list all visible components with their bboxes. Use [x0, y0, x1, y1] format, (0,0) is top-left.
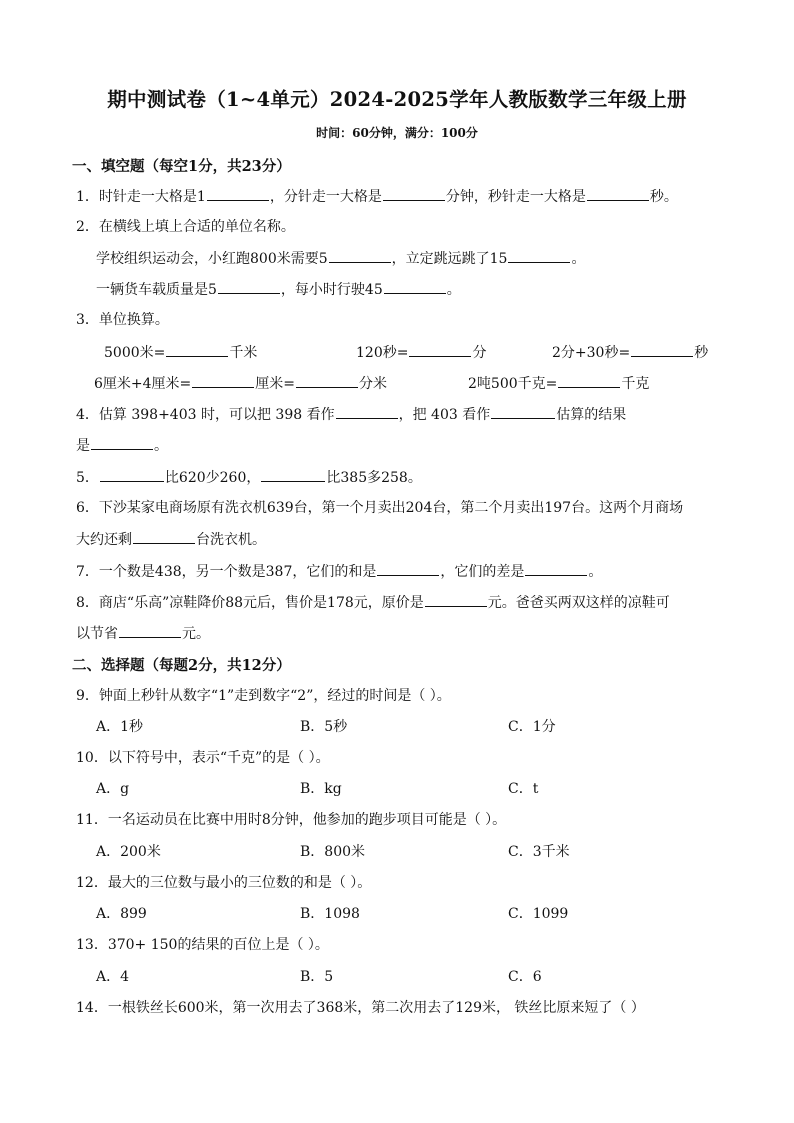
- answer-blank[interactable]: [409, 342, 471, 357]
- question-14: 14．一根铁丝长600米，第一次用去了368米，第二次用去了129米， 铁丝比原来短了（ ）: [76, 1000, 645, 1016]
- answer-blank[interactable]: [166, 342, 228, 357]
- answer-blank[interactable]: [491, 404, 555, 419]
- answer-blank[interactable]: [261, 467, 325, 482]
- q4-text: 估算的结果: [556, 407, 627, 423]
- question-4-cont: [76, 435, 168, 456]
- answer-blank[interactable]: [558, 373, 620, 388]
- section-fill-in: 一、填空题（每空1分，共23分）: [72, 158, 291, 175]
- answer-blank[interactable]: [384, 279, 446, 294]
- q3-text: 分米: [359, 376, 388, 392]
- option-b[interactable]: B．800米: [300, 844, 366, 860]
- answer-blank[interactable]: [631, 342, 693, 357]
- option-b[interactable]: B．5: [300, 969, 334, 985]
- option-a[interactable]: A．200米: [96, 844, 161, 860]
- q1-text-a: 1．时针走一大格是1: [76, 189, 206, 205]
- q3-text: 120秒=: [356, 345, 409, 361]
- q3-text: 千米: [229, 345, 258, 361]
- question-11: 11．一名运动员在比赛中用时8分钟，他参加的跑步项目可能是（ ）。: [76, 812, 507, 828]
- question-2-stem: 2．在横线上填上合适的单位名称。: [76, 219, 295, 235]
- q1-text-c: 分钟，秒针走一大格是: [445, 189, 586, 205]
- q1-text-b: ，分针走一大格是: [269, 189, 382, 205]
- exam-meta: 时间：60分钟，满分：100分: [316, 126, 478, 140]
- q8-text: 元。爸爸买两双这样的凉鞋可: [487, 595, 670, 611]
- answer-blank[interactable]: [508, 248, 570, 263]
- q3-item-a: [104, 342, 257, 363]
- q4-text: 是: [76, 438, 90, 454]
- option-c[interactable]: C．1分: [508, 719, 556, 735]
- answer-blank[interactable]: [100, 467, 164, 482]
- q5-text: 5．: [76, 470, 99, 486]
- q7-text: ，它们的差是: [440, 564, 525, 580]
- q1-text-d: 秒。: [649, 189, 678, 205]
- q8-text: 8．商店“乐高”凉鞋降价88元后，售价是178元，原价是: [76, 595, 424, 611]
- option-a[interactable]: A．899: [96, 906, 147, 922]
- q3-text: 2吨500千克=: [468, 376, 558, 392]
- question-8: [76, 592, 670, 613]
- q4-text: 4．估算 398+403 时，可以把 398 看作: [76, 407, 335, 423]
- q4-text: 。: [154, 438, 168, 454]
- answer-blank[interactable]: [91, 435, 153, 450]
- q2-text: ，每小时行驶45: [280, 282, 383, 298]
- answer-blank[interactable]: [525, 561, 587, 576]
- question-5: [76, 467, 422, 488]
- question-6: 6．下沙某家电商场原有洗衣机639台，第一个月卖出204台，第二个月卖出197台。这两个月商场: [76, 500, 684, 516]
- q3-text: 6厘米+4厘米=: [94, 376, 192, 392]
- q8-text: 元。: [182, 626, 210, 642]
- q3-item-d: [94, 373, 387, 394]
- q3-text: 5000米=: [104, 345, 166, 361]
- answer-blank[interactable]: [133, 529, 195, 544]
- q6-text: 大约还剩: [76, 532, 132, 548]
- answer-blank[interactable]: [336, 404, 398, 419]
- answer-blank[interactable]: [119, 623, 181, 638]
- question-2-line-2: [96, 279, 461, 300]
- q3-item-e: [468, 373, 649, 394]
- question-2-line-1: [96, 248, 585, 269]
- question-1: [76, 186, 678, 207]
- option-a[interactable]: A．g: [96, 781, 130, 797]
- answer-blank[interactable]: [587, 186, 649, 201]
- option-c[interactable]: C．1099: [508, 906, 569, 922]
- option-c[interactable]: C．3千米: [508, 844, 570, 860]
- q5-text: 比620少260，: [164, 470, 261, 486]
- answer-blank[interactable]: [296, 373, 358, 388]
- question-4: [76, 404, 626, 425]
- option-b[interactable]: B．5秒: [300, 719, 348, 735]
- q3-item-c: [552, 342, 708, 363]
- question-7: [76, 561, 602, 582]
- page-title: 期中测试卷（1~4单元）2024-2025学年人教版数学三年级上册: [107, 88, 687, 111]
- answer-blank[interactable]: [192, 373, 254, 388]
- option-a[interactable]: A．4: [96, 969, 130, 985]
- q8-text: 以节省: [76, 626, 118, 642]
- q2-text: 一辆货车载质量是5: [96, 282, 217, 298]
- answer-blank[interactable]: [377, 561, 439, 576]
- q2-text: ，立定跳远跳了15: [391, 251, 508, 267]
- question-8-cont: [76, 623, 210, 644]
- answer-blank[interactable]: [329, 248, 391, 263]
- option-c[interactable]: C．6: [508, 969, 542, 985]
- q2-text: 。: [571, 251, 586, 267]
- option-b[interactable]: B．kg: [300, 781, 342, 797]
- q3-text: 厘米=: [255, 376, 296, 392]
- q5-text: 比385多258。: [326, 470, 422, 486]
- question-13: 13．370+ 150的结果的百位上是（ ）。: [76, 937, 329, 953]
- q2-text: 学校组织运动会，小红跑800米需要5: [96, 251, 328, 267]
- q3-text: 分: [472, 345, 487, 361]
- question-3-stem: 3．单位换算。: [76, 312, 169, 328]
- q3-item-b: [356, 342, 486, 363]
- q3-text: 2分+30秒=: [552, 345, 631, 361]
- q7-text: 。: [588, 564, 603, 580]
- q3-text: 秒: [694, 345, 709, 361]
- answer-blank[interactable]: [383, 186, 445, 201]
- q3-text: 千克: [621, 376, 650, 392]
- answer-blank[interactable]: [425, 592, 487, 607]
- q6-text: 台洗衣机。: [196, 532, 266, 548]
- question-9: 9．钟面上秒针从数字“1”走到数字“2”，经过的时间是（ ）。: [76, 688, 451, 704]
- section-multiple-choice: 二、选择题（每题2分，共12分）: [72, 657, 291, 674]
- q4-text: ，把 403 看作: [398, 407, 491, 423]
- option-a[interactable]: A．1秒: [96, 719, 144, 735]
- q7-text: 7．一个数是438，另一个数是387，它们的和是: [76, 564, 377, 580]
- question-10: 10．以下符号中，表示“千克”的是（ ）。: [76, 750, 330, 766]
- question-6-cont: [76, 529, 266, 550]
- answer-blank[interactable]: [207, 186, 269, 201]
- option-c[interactable]: C．t: [508, 781, 539, 797]
- option-b[interactable]: B．1098: [300, 906, 360, 922]
- question-12: 12．最大的三位数与最小的三位数的和是（ ）。: [76, 875, 372, 891]
- answer-blank[interactable]: [218, 279, 280, 294]
- q2-text: 。: [446, 282, 461, 298]
